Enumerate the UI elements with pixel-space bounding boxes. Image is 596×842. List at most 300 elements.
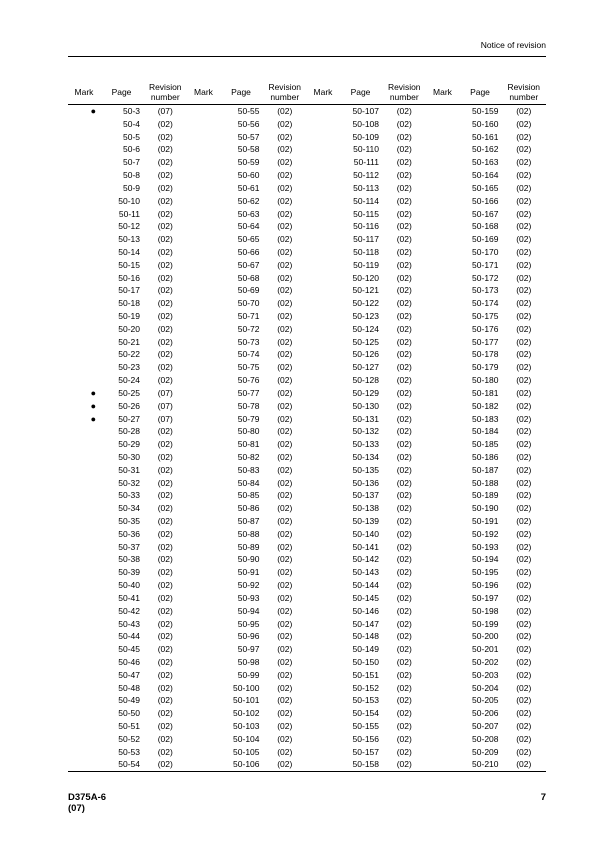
mark-cell (307, 310, 339, 323)
revision-cell: (02) (516, 118, 532, 129)
table-row (68, 272, 546, 285)
mark-cell (68, 464, 100, 477)
page-cell: 50-53 (118, 746, 140, 757)
mark-cell (68, 630, 100, 643)
revision-cell: (02) (396, 106, 412, 116)
mark-cell (307, 233, 339, 246)
page-cell: 50-90 (237, 554, 260, 565)
mark-cell (427, 118, 459, 131)
revision-cell: (07) (157, 387, 173, 398)
revision-number-header: Revision number (502, 80, 547, 105)
mark-cell (427, 233, 459, 246)
page-cell: 50-62 (237, 195, 260, 206)
mark-cell (427, 348, 459, 361)
page-cell: 50-78 (237, 400, 260, 411)
table-row (68, 592, 546, 605)
page-cell: 50-41 (118, 592, 140, 603)
mark-cell (68, 438, 100, 451)
table-row (68, 310, 546, 323)
mark-cell (188, 400, 220, 413)
mark-cell (68, 361, 100, 374)
revision-cell: (02) (502, 758, 547, 771)
page-cell: 50-17 (118, 285, 140, 296)
page-cell: 50-161 (472, 131, 499, 142)
revision-cell: (02) (516, 349, 532, 360)
revision-cell: (02) (277, 746, 293, 757)
mark-cell (427, 515, 459, 528)
page-cell: 50-175 (472, 311, 499, 321)
page-cell: 50-52 (118, 733, 140, 744)
page-cell: 50-122 (352, 298, 379, 309)
mark-cell (188, 348, 220, 361)
mark-cell (188, 208, 220, 221)
revision-cell: (02) (396, 746, 412, 757)
mark-cell (68, 528, 100, 541)
revision-cell: (02) (157, 170, 173, 181)
mark-cell (68, 566, 100, 579)
mark-cell (68, 336, 100, 349)
mark-cell (427, 156, 459, 169)
page-cell: 50-191 (472, 516, 499, 526)
mark-cell (188, 297, 220, 310)
page-cell: 50-30 (118, 451, 140, 462)
page-cell: 50-9 (122, 182, 140, 193)
revision-cell: (02) (516, 426, 532, 437)
page-cell: 50-74 (237, 349, 260, 360)
page-cell: 50-112 (353, 170, 379, 181)
page-cell: 50-178 (472, 349, 499, 360)
mark-cell (427, 682, 459, 695)
table-row (68, 387, 546, 400)
mark-cell (68, 477, 100, 490)
page-cell: 50-166 (472, 195, 499, 206)
page-cell: 50-140 (352, 528, 379, 539)
revision-cell: (02) (516, 618, 532, 629)
revision-cell: (02) (396, 439, 412, 450)
mark-cell (427, 592, 459, 605)
page-cell: 50-57 (237, 131, 260, 142)
revision-cell: (02) (396, 170, 412, 181)
revision-cell: (02) (396, 272, 412, 283)
mark-cell (307, 361, 339, 374)
revision-cell: (02) (396, 528, 412, 539)
page-cell: 50-60 (237, 170, 260, 181)
table-row (68, 707, 546, 720)
page-cell: 50-132 (352, 426, 379, 437)
revision-cell: (02) (396, 592, 412, 603)
mark-cell (188, 374, 220, 387)
mark-cell (188, 387, 220, 400)
page-cell: 50-89 (237, 541, 260, 552)
mark-cell (427, 425, 459, 438)
mark-cell (68, 323, 100, 336)
mark-cell (427, 528, 459, 541)
table-row (68, 541, 546, 554)
revision-cell: (02) (516, 644, 532, 655)
mark-cell (427, 195, 459, 208)
table-row (68, 374, 546, 387)
revision-cell: (02) (277, 541, 293, 552)
page-cell: 50-3 (122, 106, 140, 116)
revision-cell: (02) (157, 708, 173, 719)
page-cell: 50-100 (233, 682, 260, 693)
revision-cell: (02) (516, 516, 532, 526)
revision-cell: (02) (516, 528, 532, 539)
page-cell: 50-151 (352, 669, 379, 680)
revision-cell: (02) (396, 618, 412, 629)
mark-cell (188, 758, 220, 771)
mark-cell (427, 323, 459, 336)
page-cell: 50-37 (118, 541, 140, 552)
table-row (68, 630, 546, 643)
page-cell: 50-126 (352, 349, 379, 360)
table-row (68, 323, 546, 336)
page-cell: 50-200 (472, 631, 499, 642)
revision-cell: (02) (277, 567, 293, 578)
mark-cell: ● (90, 413, 96, 424)
table-row (68, 413, 546, 426)
revision-cell: (02) (277, 170, 293, 181)
mark-cell (188, 182, 220, 195)
mark-cell (307, 246, 339, 259)
revision-cell: (02) (277, 157, 293, 168)
mark-cell (307, 592, 339, 605)
revision-cell: (02) (396, 285, 412, 296)
mark-cell (427, 707, 459, 720)
mark-cell (427, 579, 459, 592)
revision-cell: (02) (157, 336, 173, 347)
revision-cell: (02) (157, 721, 173, 731)
mark-cell (427, 694, 459, 707)
table-row (68, 733, 546, 746)
revision-cell: (02) (516, 490, 532, 501)
mark-cell (307, 694, 339, 707)
page-cell: 50-147 (352, 618, 379, 629)
mark-cell (188, 694, 220, 707)
page-cell: 50-27 (118, 413, 140, 424)
revision-cell: (02) (396, 362, 412, 373)
page-cell: 50-40 (118, 580, 140, 591)
page-cell: 50-125 (352, 336, 379, 347)
mark-cell (188, 259, 220, 272)
mark-cell (307, 156, 339, 169)
revision-cell: (02) (157, 669, 173, 680)
mark-cell (307, 182, 339, 195)
revision-cell: (02) (277, 259, 293, 270)
revision-cell: (02) (396, 682, 412, 693)
mark-cell (188, 707, 220, 720)
revision-cell: (02) (516, 580, 532, 591)
page-cell: 50-101 (233, 695, 260, 706)
mark-cell (188, 195, 220, 208)
table-row (68, 400, 546, 413)
page-number: 7 (540, 792, 546, 803)
revision-cell: (02) (277, 118, 293, 129)
revision-cell: (02) (277, 644, 293, 655)
mark-cell (427, 605, 459, 618)
revision-cell: (02) (277, 144, 293, 155)
mark-cell (307, 348, 339, 361)
mark-cell (307, 656, 339, 669)
mark-cell (307, 541, 339, 554)
mark-cell (188, 451, 220, 464)
revision-cell: (02) (277, 106, 293, 116)
mark-cell (307, 387, 339, 400)
table-row (68, 156, 546, 169)
mark-cell (68, 233, 100, 246)
revision-cell: (02) (277, 554, 293, 565)
page-cell: 50-139 (352, 516, 379, 526)
page-cell: 50-171 (472, 259, 499, 270)
revision-cell: (02) (277, 131, 293, 142)
page-cell: 50-128 (352, 375, 379, 386)
revision-cell: (02) (277, 451, 293, 462)
page-cell: 50-155 (352, 721, 379, 731)
page-cell: 50-141 (352, 541, 379, 552)
revision-cell: (02) (516, 311, 532, 321)
mark-cell (307, 195, 339, 208)
revision-cell: (02) (277, 336, 293, 347)
page-cell: 50-107 (352, 106, 379, 116)
page-cell: 50-70 (237, 298, 260, 309)
mark-cell (307, 720, 339, 733)
table-row (68, 656, 546, 669)
page-cell: 50-116 (353, 221, 379, 232)
revision-cell: (02) (277, 375, 293, 386)
page-cell: 50-157 (352, 746, 379, 757)
mark-cell (188, 284, 220, 297)
revision-cell: (02) (516, 656, 532, 667)
table-row (68, 169, 546, 182)
page-cell: 50-25 (118, 387, 140, 398)
mark-cell (307, 682, 339, 695)
revision-cell: (02) (396, 477, 412, 488)
mark-cell (68, 246, 100, 259)
page-cell: 50-113 (353, 182, 379, 193)
mark-cell (188, 618, 220, 631)
mark-cell (68, 208, 100, 221)
table-row (68, 220, 546, 233)
revision-cell: (02) (396, 541, 412, 552)
revision-cell: (02) (277, 682, 293, 693)
table-row (68, 143, 546, 156)
mark-cell (427, 669, 459, 682)
mark-cell (307, 515, 339, 528)
page-cell: 50-66 (237, 246, 260, 257)
revision-cell: (02) (277, 362, 293, 373)
page-header-title: Notice of revision (480, 40, 546, 50)
table-row (68, 669, 546, 682)
revision-cell: (02) (516, 733, 532, 744)
page-cell: 50-163 (472, 157, 499, 168)
mark-cell (188, 323, 220, 336)
mark-cell (427, 630, 459, 643)
page-cell: 50-61 (237, 182, 260, 193)
revision-cell: (02) (516, 451, 532, 462)
mark-cell (68, 118, 100, 131)
mark-cell (427, 297, 459, 310)
revision-cell: (02) (516, 259, 532, 270)
page-cell: 50-81 (237, 439, 260, 450)
revision-cell: (02) (157, 182, 173, 193)
page-cell: 50-16 (118, 272, 140, 283)
revision-cell: (02) (516, 605, 532, 616)
table-row (68, 605, 546, 618)
mark-cell (307, 669, 339, 682)
revision-cell: (02) (157, 311, 173, 321)
revision-cell: (02) (277, 592, 293, 603)
revision-cell: (02) (516, 246, 532, 257)
revision-cell: (02) (277, 298, 293, 309)
page-cell: 50-201 (472, 644, 499, 655)
mark-cell (188, 220, 220, 233)
revision-cell: (02) (396, 118, 412, 129)
revision-cell: (02) (516, 413, 532, 424)
revision-cell: (02) (516, 221, 532, 232)
mark-header: Mark (427, 80, 459, 105)
revision-cell: (02) (396, 234, 412, 245)
table-row (68, 131, 546, 144)
page-cell: 50-129 (352, 387, 379, 398)
table-row (68, 348, 546, 361)
mark-cell (427, 169, 459, 182)
revision-cell: (02) (277, 246, 293, 257)
page-cell: 50-207 (472, 721, 499, 731)
mark-cell (307, 208, 339, 221)
header-divider (68, 56, 546, 57)
revision-cell: (02) (516, 477, 532, 488)
table-row (68, 579, 546, 592)
revision-cell: (02) (157, 131, 173, 142)
revision-cell: (02) (396, 451, 412, 462)
mark-cell (307, 425, 339, 438)
table-row (68, 643, 546, 656)
page-cell: 50-199 (472, 618, 499, 629)
page-cell: 50-154 (352, 708, 379, 719)
mark-cell (68, 156, 100, 169)
mark-cell (307, 464, 339, 477)
page-cell: 50-21 (118, 336, 140, 347)
page-cell: 50-204 (472, 682, 499, 693)
page-cell: 50-173 (472, 285, 499, 296)
revision-cell: (02) (396, 144, 412, 155)
table-row (68, 758, 546, 771)
revision-cell: (02) (516, 144, 532, 155)
page-cell: 50-99 (237, 669, 260, 680)
page-cell: 50-77 (237, 387, 260, 398)
revision-cell: (02) (157, 439, 173, 450)
revision-cell: (02) (157, 490, 173, 501)
page-cell: 50-98 (237, 656, 260, 667)
mark-cell (307, 618, 339, 631)
page-cell: 50-86 (237, 503, 260, 514)
revision-cell: (02) (157, 221, 173, 232)
mark-cell (427, 746, 459, 759)
mark-header: Mark (188, 80, 220, 105)
page-cell: 50-181 (472, 387, 499, 398)
page-cell: 50-109 (352, 131, 379, 142)
revision-cell: (02) (396, 605, 412, 616)
page-cell: 50-87 (237, 516, 260, 526)
revision-cell: (02) (277, 708, 293, 719)
mark-cell (307, 272, 339, 285)
page-cell: 50-131 (352, 413, 379, 424)
page-cell: 50-79 (237, 413, 260, 424)
revision-cell: (02) (516, 464, 532, 475)
mark-cell (68, 758, 100, 771)
revision-cell: (02) (157, 285, 173, 296)
table-row (68, 464, 546, 477)
revision-table-container (68, 80, 546, 772)
revision-cell: (02) (396, 503, 412, 514)
mark-cell (427, 400, 459, 413)
revision-cell: (02) (516, 439, 532, 450)
mark-header: Mark (68, 80, 100, 105)
page-cell: 50-180 (472, 375, 499, 386)
table-row (68, 284, 546, 297)
page-cell: 50-8 (122, 170, 140, 181)
page-cell: 50-83 (237, 464, 260, 475)
page-cell: 50-136 (352, 477, 379, 488)
page-cell: 50-169 (472, 234, 499, 245)
mark-cell (68, 707, 100, 720)
mark-cell (427, 618, 459, 631)
revision-cell: (02) (396, 400, 412, 411)
revision-cell: (02) (277, 516, 293, 526)
mark-cell (68, 515, 100, 528)
mark-cell (427, 451, 459, 464)
revision-cell: (02) (396, 208, 412, 219)
mark-cell (307, 105, 339, 118)
mark-cell (68, 310, 100, 323)
page-cell: 50-34 (118, 503, 140, 514)
page-cell: 50-145 (352, 592, 379, 603)
page-header: Page (459, 80, 502, 105)
page-cell: 50-174 (472, 298, 499, 309)
page-cell: 50-197 (472, 592, 499, 603)
page-cell: 50-85 (237, 490, 260, 501)
revision-cell: (02) (516, 234, 532, 245)
mark-cell (307, 566, 339, 579)
revision-number-header: Revision number (382, 80, 427, 105)
revision-cell: (02) (157, 618, 173, 629)
revision-cell: (02) (396, 221, 412, 232)
mark-cell (427, 643, 459, 656)
mark-cell (68, 746, 100, 759)
page-cell: 50-167 (472, 208, 499, 219)
revision-cell: (02) (396, 157, 412, 168)
page-cell: 50-206 (472, 708, 499, 719)
mark-cell (307, 413, 339, 426)
mark-cell (427, 464, 459, 477)
mark-cell (427, 566, 459, 579)
table-row (68, 477, 546, 490)
mark-cell (307, 220, 339, 233)
page-cell: 50-92 (237, 580, 260, 591)
mark-cell (188, 579, 220, 592)
revision-cell: (02) (516, 362, 532, 373)
page-cell: 50-118 (353, 246, 379, 257)
revision-cell: (02) (396, 195, 412, 206)
revision-cell: (02) (157, 323, 173, 334)
revision-cell: (02) (277, 477, 293, 488)
revision-number-header: Revision number (263, 80, 308, 105)
page-cell: 50-28 (118, 426, 140, 437)
mark-cell (427, 489, 459, 502)
revision-cell: (02) (516, 157, 532, 168)
mark-cell (427, 182, 459, 195)
revision-cell: (02) (277, 400, 293, 411)
